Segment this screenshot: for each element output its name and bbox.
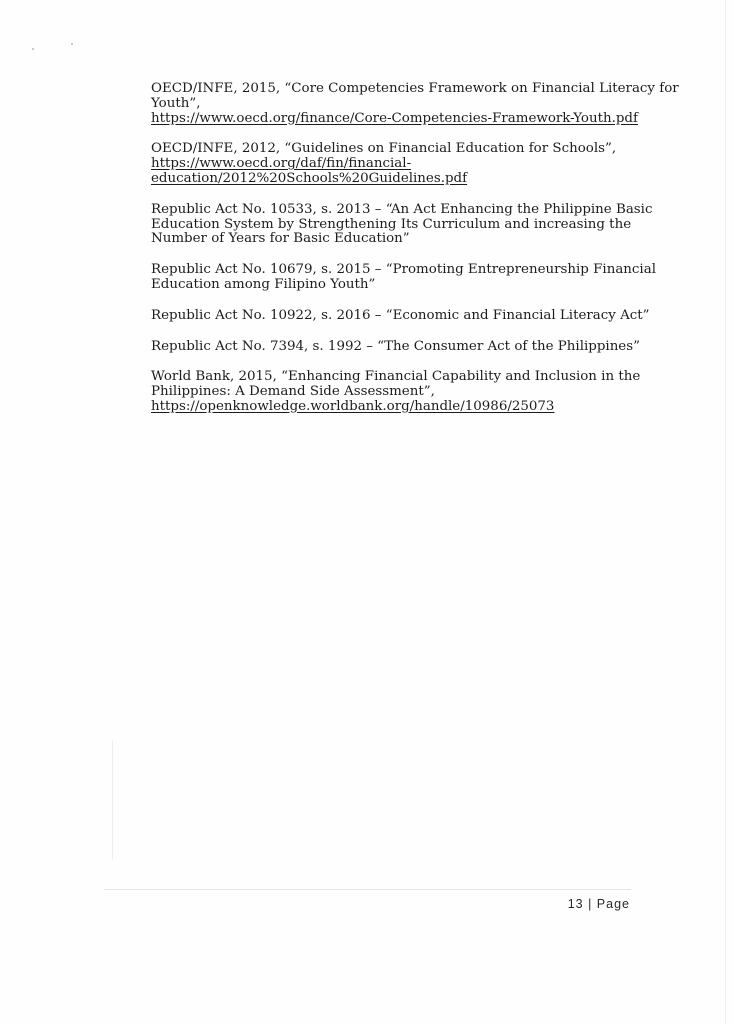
reference-text-line: Education among Filipino Youth” (151, 276, 376, 292)
reference-text-line: Education System by Strengthening Its Curriculum and increasing the (151, 216, 632, 232)
reference-text-line: Republic Act No. 10922, s. 2016 – “Economic and Financial Literacy Act” (151, 307, 650, 323)
reference-link[interactable]: https://openknowledge.worldbank.org/handle/10986/25073 (151, 398, 555, 414)
reference-link[interactable]: https://www.oecd.org/daf/fin/financial- (151, 156, 412, 172)
reference-text-line: OECD/INFE, 2012, “Guidelines on Financial Education for Schools”, (151, 141, 617, 157)
reference-entry (151, 262, 656, 293)
scan-artifact-line (112, 740, 113, 860)
reference-text-line: World Bank, 2015, “Enhancing Financial Capability and Inclusion in the (151, 369, 641, 385)
reference-text-line: Number of Years for Basic Education” (151, 231, 410, 247)
reference-entry (151, 81, 679, 126)
reference-entry (151, 309, 651, 324)
scan-speck (71, 43, 73, 45)
footer-rule (104, 889, 631, 890)
scan-artifact-line (725, 0, 726, 1024)
scan-speck (32, 48, 34, 50)
reference-text-line: Republic Act No. 7394, s. 1992 – “The Consumer Act of the Philippines” (151, 338, 640, 354)
reference-list (151, 81, 679, 431)
reference-entry (151, 340, 651, 355)
reference-text-line: Youth”, (151, 95, 201, 111)
reference-text-line: Philippines: A Demand Side Assessment”, (151, 384, 435, 400)
reference-text-line: Republic Act No. 10533, s. 2013 – “An Act Enhancing the Philippine Basic (151, 201, 653, 217)
reference-link[interactable]: https://www.oecd.org/finance/Core-Competencies-Framework-Youth.pdf (151, 110, 638, 126)
reference-entry (151, 142, 651, 186)
page-number: 13 | Page (567, 897, 630, 911)
reference-text-line: Republic Act No. 10679, s. 2015 – “Promoting Entrepreneurship Financial (151, 262, 656, 278)
reference-link[interactable]: education/2012%20Schools%20Guidelines.pdf (151, 170, 468, 186)
reference-entry (151, 203, 651, 247)
reference-text-line: OECD/INFE, 2015, “Core Competencies Framework on Financial Literacy for (151, 81, 679, 96)
reference-entry (151, 370, 651, 414)
